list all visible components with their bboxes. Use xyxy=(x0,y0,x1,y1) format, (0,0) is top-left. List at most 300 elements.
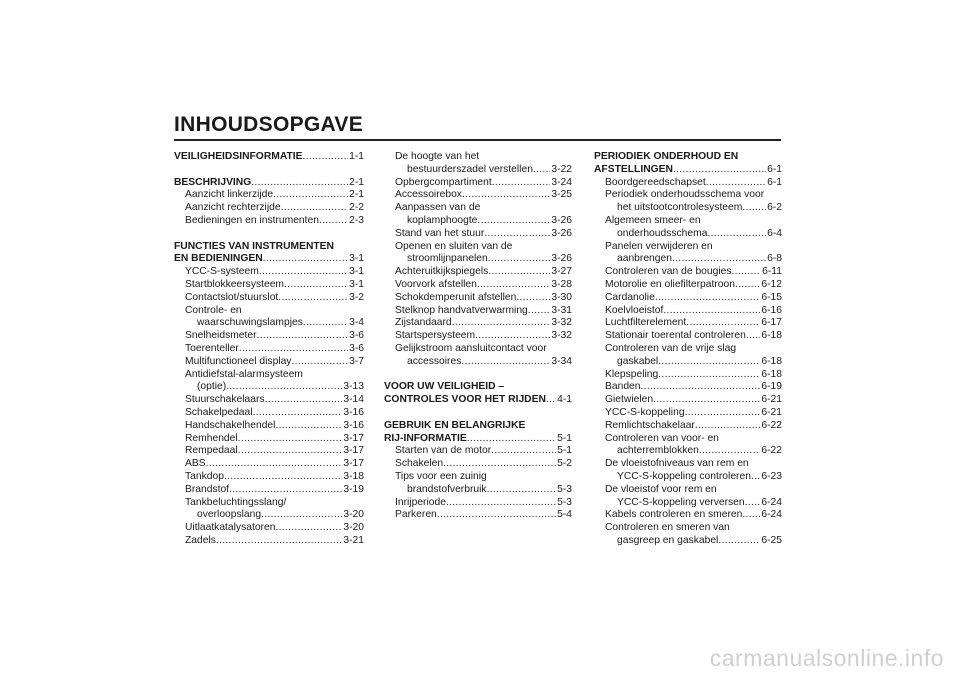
toc-entry-title: Voorvork afstellen xyxy=(395,278,477,290)
toc-entry-title: De hoogte van het xyxy=(395,151,480,162)
toc-entry-title: Inrijperiode xyxy=(395,496,446,508)
toc-page-number: 6-2 xyxy=(767,202,782,214)
toc-section-heading xyxy=(174,241,364,254)
toc-page-number: 5-1 xyxy=(557,432,572,444)
toc-entry[interactable] xyxy=(594,177,782,190)
toc-page-number: 6-15 xyxy=(761,291,782,303)
toc-entry-title: Zijstandaard xyxy=(395,317,452,329)
toc-page-number: 3-30 xyxy=(551,291,572,303)
toc-page-number: 5-1 xyxy=(557,445,572,457)
toc-dot-leader xyxy=(488,266,550,279)
toc-page-number: 2-1 xyxy=(349,176,364,188)
toc-dot-leader xyxy=(319,215,348,228)
toc-entry-title: Controleren van voor- en xyxy=(605,432,719,444)
toc-section-heading[interactable] xyxy=(594,164,782,177)
toc-dot-leader xyxy=(462,189,550,202)
toc-page-number: 4-1 xyxy=(557,394,572,406)
toc-entry[interactable] xyxy=(174,458,364,471)
toc-entry-title: Bedieningen en instrumenten xyxy=(185,214,319,226)
toc-page-number: 3-22 xyxy=(551,163,572,175)
toc-page-number: 3-26 xyxy=(551,253,572,265)
toc-page-number: 6-21 xyxy=(761,406,782,418)
toc-entry-title: Tips voor een zuinig xyxy=(395,470,487,482)
toc-entry-title: accessoires xyxy=(407,355,462,367)
toc-dot-leader xyxy=(275,420,342,433)
toc-entry-title: gaskabel xyxy=(617,355,659,367)
toc-entry[interactable] xyxy=(594,228,782,241)
toc-section-heading[interactable] xyxy=(174,177,364,190)
toc-page-number: 3-2 xyxy=(349,291,364,303)
toc-entry-title: brandstofverbruik xyxy=(407,483,487,495)
toc-dot-leader xyxy=(475,330,550,343)
toc-entry xyxy=(594,215,782,228)
toc-section-heading xyxy=(384,420,572,433)
toc-spacer xyxy=(384,407,572,420)
toc-entry-title: Rempedaal xyxy=(185,445,238,457)
toc-page-number: 6-18 xyxy=(761,330,782,342)
toc-entry[interactable] xyxy=(174,292,364,305)
toc-dot-leader xyxy=(685,407,761,420)
toc-entry[interactable] xyxy=(174,215,364,228)
toc-page-number: 6-4 xyxy=(767,227,782,239)
toc-entry-title: Controleren van de bougies xyxy=(605,266,732,278)
toc-entry-title: Controleren en smeren van xyxy=(605,522,730,534)
toc-entry xyxy=(384,343,572,356)
toc-entry-title: Controleren van de vrije slag xyxy=(605,342,737,354)
toc-entry xyxy=(594,433,782,446)
toc-entry[interactable] xyxy=(174,279,364,292)
toc-entry[interactable] xyxy=(594,471,782,484)
toc-page-number: 3-26 xyxy=(551,214,572,226)
toc-dot-leader xyxy=(491,445,556,458)
toc-page-number: 3-16 xyxy=(343,419,364,431)
toc-page-number: 6-17 xyxy=(761,317,782,329)
toc-entry-title: De vloeistof voor rem en xyxy=(605,483,717,495)
toc-page-number: 3-1 xyxy=(349,278,364,290)
toc-page-number: 6-11 xyxy=(762,266,782,278)
toc-entry[interactable] xyxy=(384,445,572,458)
toc-entry[interactable] xyxy=(594,279,782,292)
toc-page-number: 3-26 xyxy=(551,227,572,239)
toc-entry-title: Aanzicht rechterzijde xyxy=(185,202,281,214)
toc-entry[interactable] xyxy=(174,202,364,215)
toc-entry-title: Banden xyxy=(605,381,641,393)
toc-entry-title: Gelijkstroom aansluitcontact voor xyxy=(395,342,547,354)
toc-entry[interactable] xyxy=(594,266,782,279)
toc-dot-leader xyxy=(273,189,348,202)
toc-entry[interactable] xyxy=(594,330,782,343)
toc-page-number: 3-32 xyxy=(551,317,572,329)
toc-entry[interactable] xyxy=(174,420,364,433)
toc-entry-title: BESCHRIJVING xyxy=(174,176,252,188)
toc-dot-leader xyxy=(206,458,343,471)
toc-section-heading[interactable] xyxy=(174,151,364,164)
toc-dot-leader xyxy=(735,279,760,292)
toc-entry-title: Luchtfilterelement xyxy=(605,317,687,329)
toc-entry-title: Achteruitkijkspiegels xyxy=(395,266,489,278)
toc-page-number: 3-28 xyxy=(551,278,572,290)
toc-entry-title: Accessoirebox xyxy=(395,189,462,201)
toc-page-number: 3-34 xyxy=(551,355,572,367)
toc-entry-title: Aanzicht linkerzijde xyxy=(185,189,274,201)
toc-dot-leader xyxy=(291,356,348,369)
toc-entry-title: Boordgereedschapset xyxy=(605,176,706,188)
toc-entry[interactable] xyxy=(384,458,572,471)
toc-entry[interactable] xyxy=(174,189,364,202)
toc-entry[interactable] xyxy=(174,330,364,343)
toc-page-number: 1-1 xyxy=(349,151,364,162)
toc-column-3 xyxy=(594,151,782,548)
toc-page-number: 6-24 xyxy=(761,509,782,521)
toc-page-number: 3-1 xyxy=(349,253,364,265)
toc-entry-title: Remlichtschakelaar xyxy=(605,419,695,431)
toc-dot-leader xyxy=(745,497,761,510)
toc-entry[interactable] xyxy=(594,356,782,369)
toc-entry-title: CONTROLES VOOR HET RIJDEN xyxy=(384,394,546,406)
toc-entry[interactable] xyxy=(384,279,572,292)
toc-dot-leader xyxy=(746,330,761,343)
toc-entry-title: koplamphoogte xyxy=(407,214,478,226)
toc-dot-leader xyxy=(251,177,348,190)
toc-entry-title: Opbergcompartiment xyxy=(395,176,492,188)
toc-page-number: 3-19 xyxy=(343,483,364,495)
toc-dot-leader xyxy=(265,394,343,407)
toc-entry[interactable] xyxy=(174,356,364,369)
toc-entry[interactable] xyxy=(174,394,364,407)
toc-dot-leader xyxy=(303,317,348,330)
toc-entry-title: Contactslot/stuurslot xyxy=(185,291,279,303)
toc-entry[interactable] xyxy=(174,484,364,497)
toc-entry[interactable] xyxy=(384,253,572,266)
toc-entry-title: AFSTELLINGEN xyxy=(594,163,673,175)
toc-entry xyxy=(174,497,364,510)
toc-dot-leader xyxy=(477,279,551,292)
toc-entry[interactable] xyxy=(594,381,782,394)
toc-dot-leader xyxy=(533,164,550,177)
toc-dot-leader xyxy=(488,253,551,266)
toc-entry-title: YCC-S-koppeling controleren xyxy=(617,470,751,482)
toc-page-number: 6-1 xyxy=(767,163,782,175)
toc-page-number: 5-2 xyxy=(557,458,572,470)
toc-entry-title: het uitstootcontrolesysteem xyxy=(617,202,743,214)
toc-entry[interactable] xyxy=(384,317,572,330)
toc-entry-title: De vloeistofniveaus van rem en xyxy=(605,458,749,470)
toc-spacer xyxy=(384,369,572,382)
toc-page-number: 2-3 xyxy=(349,214,364,226)
toc-entry[interactable] xyxy=(174,266,364,279)
toc-entry-title: Stuurschakelaars xyxy=(185,394,265,406)
toc-entry-title: (optie) xyxy=(197,381,227,393)
toc-page-number: 6-23 xyxy=(761,470,782,482)
toc-dot-leader xyxy=(477,215,550,228)
toc-dot-leader xyxy=(732,266,762,279)
toc-entry xyxy=(594,343,782,356)
toc-entry[interactable] xyxy=(384,228,572,241)
toc-entry-title: waarschuwingslampjes xyxy=(197,317,303,329)
toc-entry-title: ABS xyxy=(185,458,206,470)
toc-page-number: 5-3 xyxy=(557,483,572,495)
toc-entry-title: VOOR UW VEILIGHEID – xyxy=(384,381,505,393)
toc-page-number: 3-14 xyxy=(343,394,364,406)
toc-entry[interactable] xyxy=(174,522,364,535)
toc-dot-leader xyxy=(239,343,348,356)
toc-entry[interactable] xyxy=(174,381,364,394)
toc-entry[interactable] xyxy=(384,177,572,190)
toc-page-number: 6-21 xyxy=(761,394,782,406)
toc-dot-leader xyxy=(655,292,761,305)
toc-entry[interactable] xyxy=(174,343,364,356)
toc-page-number: 6-22 xyxy=(761,419,782,431)
toc-entry[interactable] xyxy=(384,292,572,305)
toc-dot-leader xyxy=(284,279,348,292)
title-rule xyxy=(174,139,781,141)
toc-entry-title: YCC-S-koppeling verversen xyxy=(617,496,745,508)
toc-column-2 xyxy=(384,151,572,522)
toc-entry[interactable] xyxy=(594,305,782,318)
toc-entry-title: Stand van het stuur xyxy=(395,227,485,239)
toc-entry xyxy=(384,151,572,164)
toc-entry-title: Motorolie en oliefilterpatroon xyxy=(605,278,735,290)
toc-page-number: 3-24 xyxy=(551,176,572,188)
toc-dot-leader xyxy=(461,356,550,369)
toc-entry-title: Openen en sluiten van de xyxy=(395,240,513,252)
toc-entry[interactable] xyxy=(594,509,782,522)
toc-dot-leader xyxy=(751,471,760,484)
toc-page-number: 3-1 xyxy=(349,266,364,278)
toc-page-number: 6-12 xyxy=(761,278,782,290)
toc-dot-leader xyxy=(718,535,760,548)
toc-page-number: 3-18 xyxy=(343,470,364,482)
toc-dot-leader xyxy=(253,407,343,420)
toc-entry[interactable] xyxy=(174,317,364,330)
toc-entry-title: bestuurderszadel verstellen xyxy=(407,163,533,175)
toc-entry xyxy=(594,241,782,254)
toc-dot-leader xyxy=(641,381,761,394)
toc-page-number: 6-24 xyxy=(761,496,782,508)
toc-dot-leader xyxy=(706,177,766,190)
toc-entry[interactable] xyxy=(174,535,364,548)
toc-dot-leader xyxy=(238,445,343,458)
toc-page-number: 3-20 xyxy=(343,522,364,534)
toc-section-heading[interactable] xyxy=(384,394,572,407)
watermark-text: carmanualsonline.info xyxy=(709,645,944,671)
toc-entry[interactable] xyxy=(174,471,364,484)
toc-column-1 xyxy=(174,151,364,548)
toc-entry-title: Schokdemperunit afstellen xyxy=(395,291,517,303)
toc-dot-leader xyxy=(257,330,349,343)
toc-entry-title: Zadels xyxy=(185,534,216,546)
toc-dot-leader xyxy=(224,471,342,484)
toc-entry xyxy=(594,458,782,471)
toc-entry-title: Gietwielen xyxy=(605,394,654,406)
toc-entry[interactable] xyxy=(384,356,572,369)
toc-entry-title: onderhoudsschema xyxy=(617,227,708,239)
toc-entry[interactable] xyxy=(594,497,782,510)
toc-section-heading xyxy=(384,381,572,394)
toc-entry[interactable] xyxy=(384,330,572,343)
toc-entry[interactable] xyxy=(174,509,364,522)
toc-entry xyxy=(594,484,782,497)
toc-dot-leader xyxy=(663,305,760,318)
toc-entry[interactable] xyxy=(594,202,782,215)
toc-entry[interactable] xyxy=(384,266,572,279)
toc-entry-title: Aanpassen van de xyxy=(395,202,481,214)
page-title: INHOUDSOPGAVE xyxy=(174,113,364,136)
toc-entry xyxy=(384,202,572,215)
toc-dot-leader xyxy=(281,202,349,215)
toc-entry[interactable] xyxy=(384,484,572,497)
toc-dot-leader xyxy=(446,497,556,510)
toc-entry[interactable] xyxy=(594,369,782,382)
toc-page-number: 6-25 xyxy=(761,534,782,546)
toc-entry[interactable] xyxy=(384,509,572,522)
toc-dot-leader xyxy=(238,433,343,446)
toc-entry[interactable] xyxy=(384,189,572,202)
toc-entry[interactable] xyxy=(384,164,572,177)
toc-dot-leader xyxy=(278,292,348,305)
toc-section-heading[interactable] xyxy=(384,433,572,446)
toc-entry[interactable] xyxy=(174,445,364,458)
toc-entry-title: overloopslang xyxy=(197,509,262,521)
toc-entry-title: Koelvloeistof xyxy=(605,304,664,316)
toc-page-number: 3-6 xyxy=(349,342,364,354)
toc-page-number: 3-25 xyxy=(551,189,572,201)
toc-entry[interactable] xyxy=(384,215,572,228)
toc-section-heading[interactable] xyxy=(174,253,364,266)
toc-entry[interactable] xyxy=(594,317,782,330)
toc-page-number: 3-7 xyxy=(349,355,364,367)
toc-entry-title: aanbrengen xyxy=(617,253,672,265)
toc-entry[interactable] xyxy=(594,394,782,407)
toc-entry xyxy=(384,241,572,254)
toc-entry[interactable] xyxy=(594,253,782,266)
toc-page-number: 3-27 xyxy=(551,266,572,278)
toc-entry-title: EN BEDIENINGEN xyxy=(174,253,263,265)
toc-entry-title: Antidiefstal-alarmsysteem xyxy=(185,368,303,380)
toc-entry-title: Startblokkeersysteem xyxy=(185,278,285,290)
toc-entry xyxy=(384,471,572,484)
toc-page-number: 6-1 xyxy=(767,176,782,188)
toc-entry[interactable] xyxy=(594,407,782,420)
toc-page-number: 6-19 xyxy=(761,381,782,393)
toc-dot-leader xyxy=(672,253,766,266)
toc-page-number: 6-22 xyxy=(761,445,782,457)
toc-entry xyxy=(174,305,364,318)
toc-dot-leader xyxy=(261,509,342,522)
toc-page-number: 5-3 xyxy=(557,496,572,508)
toc-page-number: 3-20 xyxy=(343,509,364,521)
toc-page-number: 6-18 xyxy=(761,368,782,380)
toc-entry-title: Tankbeluchtingsslang/ xyxy=(185,496,287,508)
toc-entry-title: FUNCTIES VAN INSTRUMENTEN xyxy=(174,240,334,252)
toc-entry xyxy=(594,522,782,535)
toc-dot-leader xyxy=(516,292,550,305)
toc-entry-title: VEILIGHEIDSINFORMATIE xyxy=(174,151,303,162)
toc-entry[interactable] xyxy=(594,292,782,305)
toc-spacer xyxy=(174,164,364,177)
toc-page-number: 3-32 xyxy=(551,330,572,342)
toc-entry[interactable] xyxy=(594,420,782,433)
toc-dot-leader xyxy=(695,420,761,433)
toc-section-heading xyxy=(594,151,782,164)
toc-page-number: 3-17 xyxy=(343,445,364,457)
toc-entry-title: Snelheidsmeter xyxy=(185,330,257,342)
toc-entry-title: Brandstof xyxy=(185,483,230,495)
toc-entry[interactable] xyxy=(384,305,572,318)
toc-dot-leader xyxy=(226,381,342,394)
toc-entry-title: Starten van de motor xyxy=(395,445,492,457)
toc-dot-leader xyxy=(742,509,760,522)
toc-page-number: 6-18 xyxy=(761,355,782,367)
toc-entry xyxy=(594,189,782,202)
toc-entry-title: Parkeren xyxy=(395,509,437,521)
toc-entry-title: Handschakelhendel xyxy=(185,419,276,431)
toc-dot-leader xyxy=(263,253,348,266)
toc-dot-leader xyxy=(546,394,556,407)
toc-entry[interactable] xyxy=(384,497,572,510)
toc-page-number: 2-1 xyxy=(349,189,364,201)
toc-dot-leader xyxy=(673,164,766,177)
toc-entry[interactable] xyxy=(594,445,782,458)
toc-dot-leader xyxy=(437,509,556,522)
toc-dot-leader xyxy=(303,151,349,164)
toc-dot-leader xyxy=(467,433,556,446)
toc-entry xyxy=(174,369,364,382)
toc-entry-title: Tankdop xyxy=(185,470,224,482)
toc-entry-title: Stelknop handvatverwarming xyxy=(395,304,528,316)
toc-page-number: 3-4 xyxy=(349,317,364,329)
toc-dot-leader xyxy=(484,228,550,241)
toc-entry-title: Periodiek onderhoudsschema voor xyxy=(605,189,765,201)
toc-dot-leader xyxy=(658,356,760,369)
toc-entry-title: Startspersysteem xyxy=(395,330,476,342)
toc-dot-leader xyxy=(216,535,342,548)
toc-entry-title: Cardanolie xyxy=(605,291,655,303)
toc-page-number: 3-31 xyxy=(551,304,572,316)
toc-dot-leader xyxy=(443,458,556,471)
toc-dot-leader xyxy=(658,369,760,382)
toc-dot-leader xyxy=(452,317,551,330)
toc-page-number: 6-8 xyxy=(767,253,782,265)
toc-entry-title: Toerenteller xyxy=(185,342,239,354)
toc-page-number: 3-17 xyxy=(343,432,364,444)
toc-entry[interactable] xyxy=(174,407,364,420)
toc-dot-leader xyxy=(487,484,557,497)
toc-dot-leader xyxy=(686,317,760,330)
toc-entry-title: Stationair toerental controleren xyxy=(605,330,746,342)
toc-entry-title: Schakelpedaal xyxy=(185,406,253,418)
toc-entry[interactable] xyxy=(594,535,782,548)
toc-entry-title: YCC-S-koppeling xyxy=(605,406,685,418)
toc-entry-title: Multifunctioneel display xyxy=(185,355,292,367)
toc-entry-title: Panelen verwijderen en xyxy=(605,240,713,252)
toc-page-number: 2-2 xyxy=(349,202,364,214)
toc-entry[interactable] xyxy=(174,433,364,446)
toc-entry-title: RIJ-INFORMATIE xyxy=(384,432,467,444)
toc-entry-title: Controle- en xyxy=(185,304,242,316)
toc-page-number: 5-4 xyxy=(557,509,572,521)
toc-entry-title: GEBRUIK EN BELANGRIJKE xyxy=(384,419,526,431)
toc-entry-title: stroomlijnpanelen xyxy=(407,253,488,265)
toc-page-number: 3-16 xyxy=(343,406,364,418)
toc-page-number: 3-6 xyxy=(349,330,364,342)
toc-dot-leader xyxy=(259,266,348,279)
toc-spacer xyxy=(174,228,364,241)
toc-entry-title: Uitlaatkatalysatoren xyxy=(185,522,276,534)
toc-entry-title: Schakelen xyxy=(395,458,444,470)
toc-dot-leader xyxy=(229,484,342,497)
toc-page-number: 3-17 xyxy=(343,458,364,470)
